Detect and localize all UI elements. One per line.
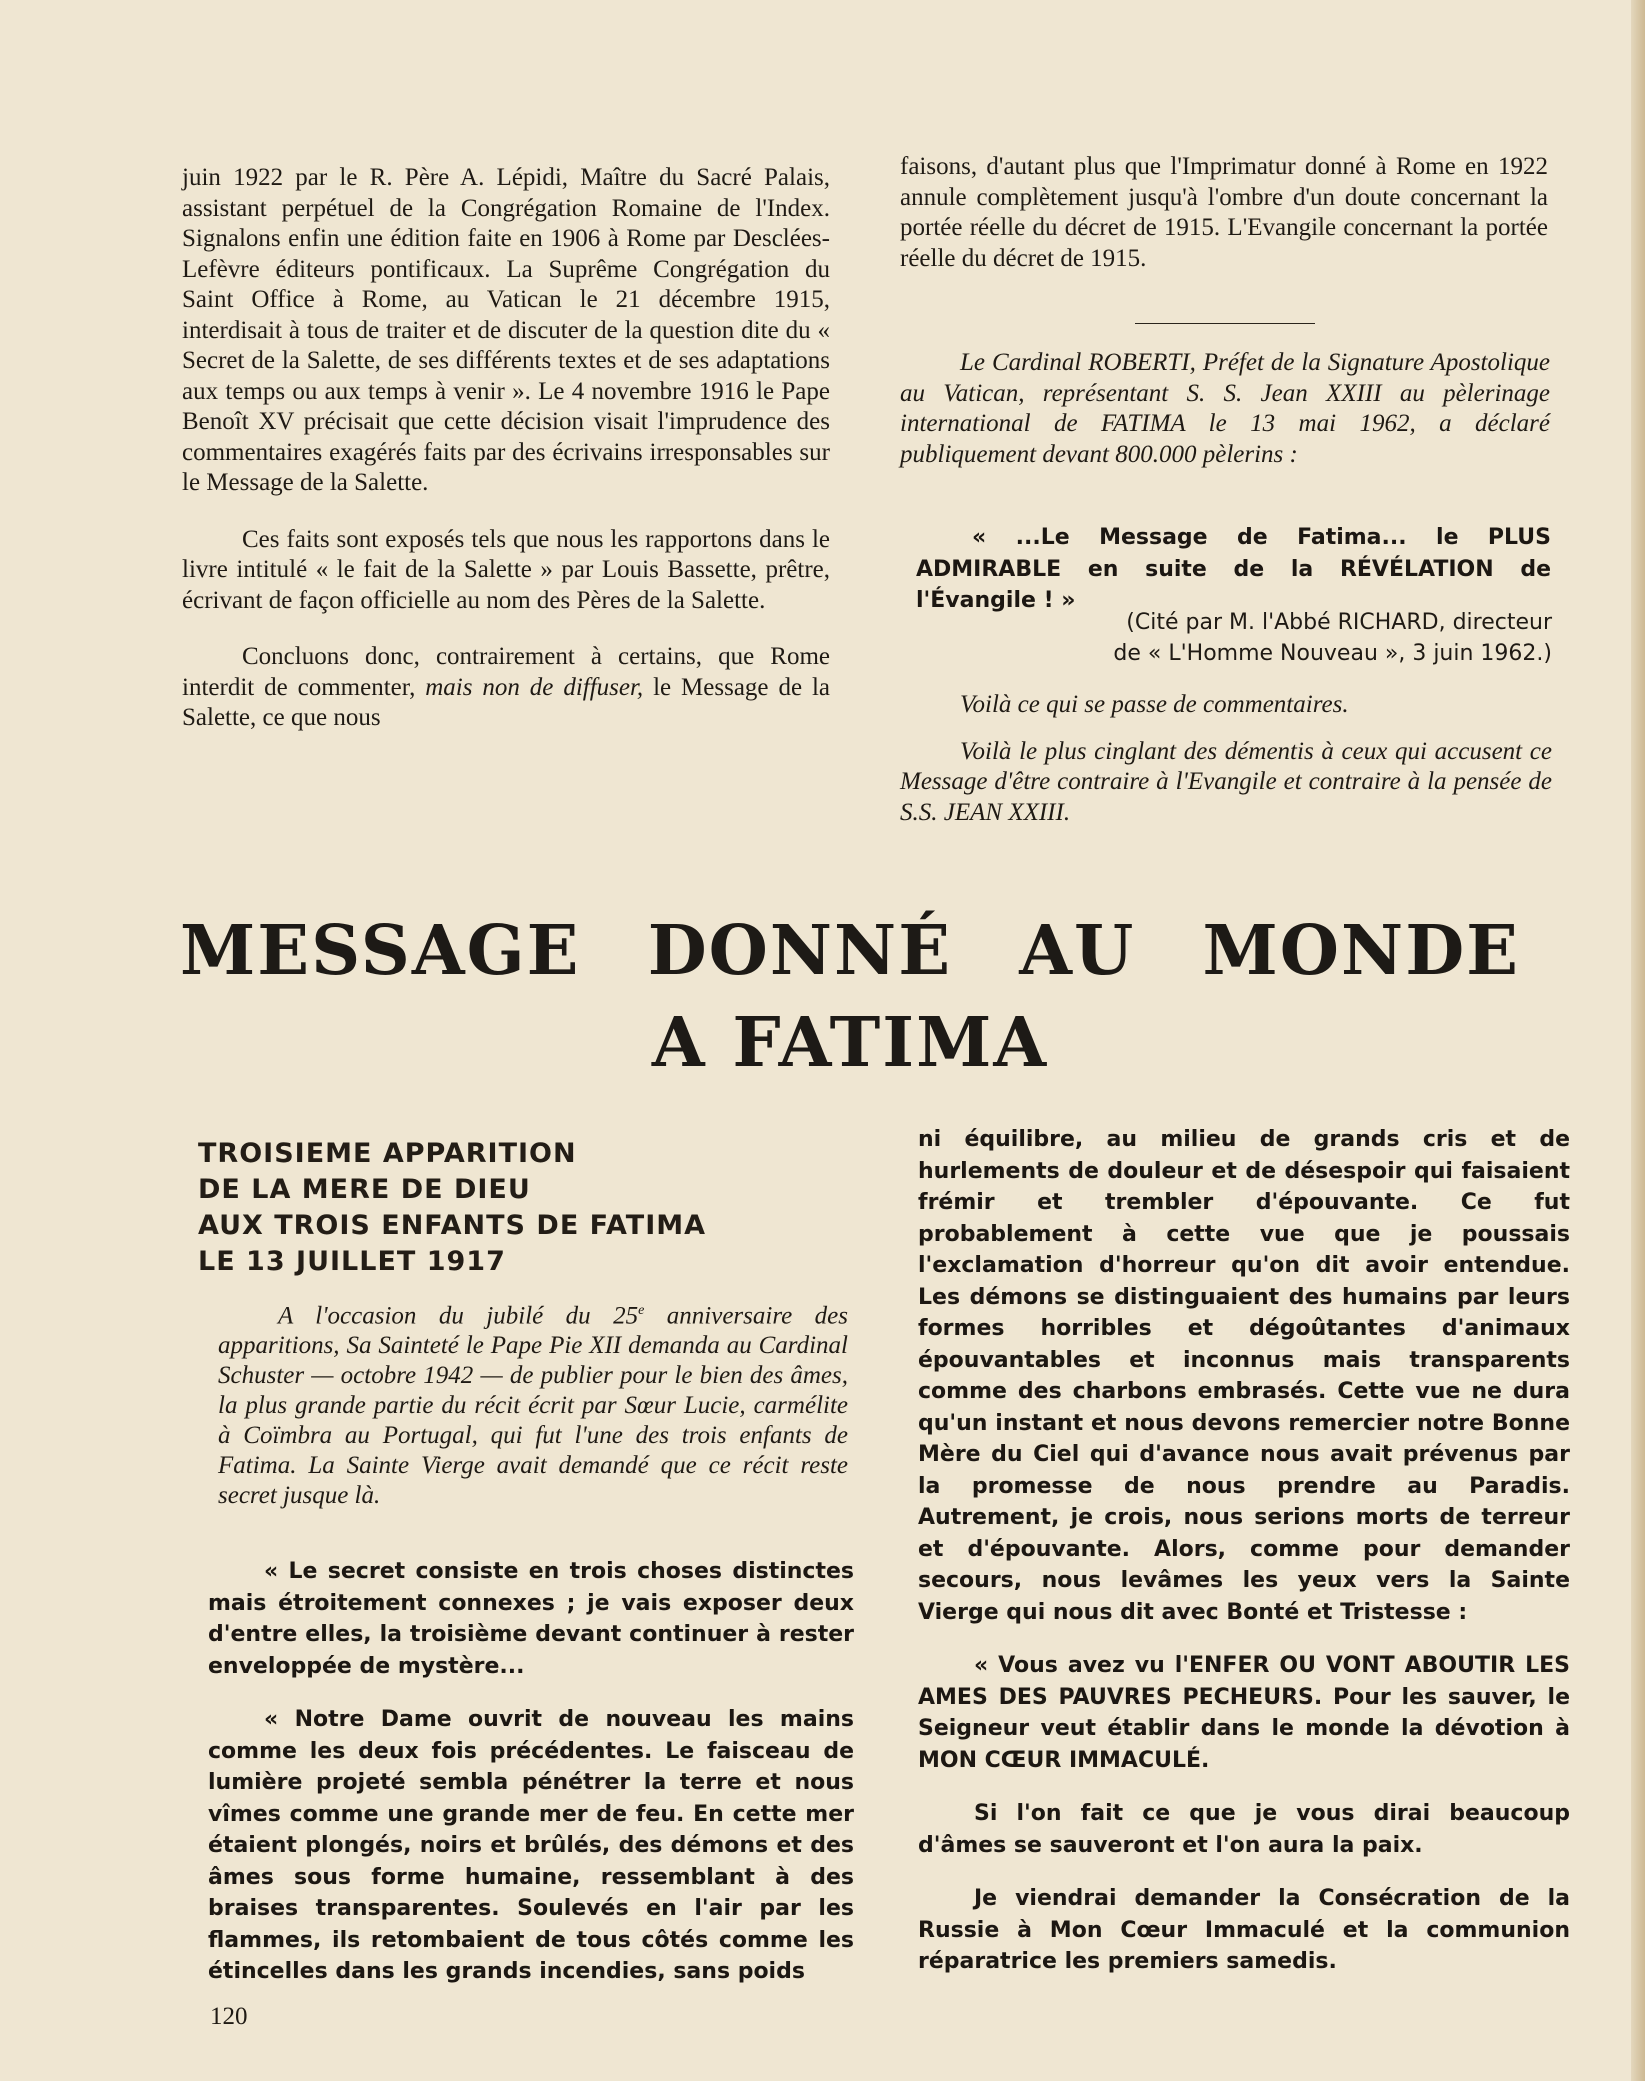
title-line: A FATIMA (651, 1003, 1049, 1083)
paragraph: « Vous avez vu l'ENFER OU VONT ABOUTIR LES AMES DES PAUVRES PECHEURS. Pour les sauver, le Seigneur veut établir dans le monde la dévotion à MON CŒUR IMMACULÉ. (918, 1653, 1570, 1773)
page-number: 120 (210, 2003, 248, 2030)
page-edge (1631, 0, 1645, 2081)
paragraph: Voilà le plus cinglant des démentis à ceux qui accusent ce Message d'être contraire à l'Evangile et contraire à la pensée de S.S. JEAN XXIII. (900, 737, 1552, 826)
bottom-left-column (208, 1556, 854, 1988)
top-left-column (182, 163, 830, 734)
intro-paragraph (218, 1296, 848, 1511)
paragraph: « Le secret consiste en trois choses distinctes mais étroitement connexes ; je vais exposer deux d'entre elles, la troisième devant continuer à rester enveloppée de mystère... (208, 1559, 854, 1679)
title-line: MESSAGE DONNÉ AU MONDE (180, 911, 1520, 991)
paragraph: Ces faits sont exposés tels que nous les rapportons dans le livre intitulé « le fait de la Salette » par Louis Bassette, prêtre, écrivant de façon officielle au nom des Pères de la Salette. (182, 525, 830, 614)
page-title (180, 905, 1520, 1089)
paragraph: Le Cardinal ROBERTI, Préfet de la Signature Apostolique au Vatican, représentant S. S. Jean XXIII au pèlerinage international de FATIMA le 13 mai 1962, a déclaré publiquement devant 800.000 pèlerins : (900, 349, 1550, 468)
paragraph: juin 1922 par le R. Père A. Lépidi, Maître du Sacré Palais, assistant perpétuel de la Congrégation Romaine de l'Index. Signalons enfin une édition faite en 1906 à Rome par Desclées-Lefèvre éditeurs pontificaux. La Suprême Congrégation du Saint Office à Rome, au Vatican le 21 décembre 1915, interdisait à tous de traiter et de discuter de la question dite du « Secret de la Salette, de ses différents textes et de ses adaptations aux temps ou aux temps à venir ». Le 4 novembre 1916 le Pape Benoît XV précisait que cette décision visait l'imprudence des commentaires exagérés faits par des écrivains irresponsables sur le Message de la Salette. (182, 164, 830, 496)
bottom-right-column (918, 1124, 1570, 1978)
paragraph: Si l'on fait ce que je vous dirai beaucoup d'âmes se sauveront et l'on aura la paix. (918, 1801, 1570, 1858)
heading-line: LE 13 JUILLET 1917 (198, 1246, 506, 1277)
top-right-column (900, 152, 1548, 274)
quote-block (916, 522, 1551, 617)
paragraph: « Notre Dame ouvrit de nouveau les mains comme les deux fois précédentes. Le faisceau de lumière projeté sembla pénétrer la terre et nous vîmes comme une grande mer de feu. En cette mer étaient plongés, noirs et brûlés, des démons et des âmes sous forme humaine, ressemblant à des braises transparentes. Soulevés en l'air par les flammes, ils retombaient de tous côtés comme les étincelles dans les grands incendies, sans poids (208, 1707, 854, 1984)
heading-line: TROISIEME APPARITION (198, 1138, 577, 1169)
heading-line: AUX TROIS ENFANTS DE FATIMA (198, 1210, 707, 1241)
citation-line: de « L'Homme Nouveau », 3 juin 1962.) (1113, 641, 1552, 666)
separator-rule (1135, 323, 1315, 324)
paragraph: Concluons donc, contrairement à certains, que Rome interdit de commenter, mais non de diffuser, le Message de la Salette, ce que nous (182, 643, 830, 731)
heading-line: DE LA MERE DE DIEU (198, 1174, 531, 1205)
paragraph: Je viendrai demander la Consécration de la Russie à Mon Cœur Immaculé et la communion réparatrice les premiers samedis. (918, 1886, 1570, 1974)
quote: « ...Le Message de Fatima... le PLUS ADMIRABLE en suite de la RÉVÉLATION de l'Évangile ! » (916, 525, 1551, 613)
citation-line: (Cité par M. l'Abbé RICHARD, directeur (1126, 610, 1552, 635)
paragraph: Voilà ce qui se passe de commentaires. (960, 691, 1349, 718)
paragraph: ni équilibre, au milieu de grands cris et de hurlements de douleur et de désespoir qui faisaient frémir et trembler d'épouvante. Ce fut probablement à cette vue que je poussais l'exclamation d'horreur qu'on dit avoir entendue. Les démons se distinguaient des humains par leurs formes horribles et dégoûtantes d'animaux épouvantables et inconnus mais transparents comme des charbons embrasés. Cette vue ne dura qu'un instant et nous devons remercier notre Bonne Mère du Ciel qui d'avance nous avait prévenus par la promesse de nous prendre au Paradis. Autrement, je crois, nous serions morts de terreur et d'épouvante. Alors, comme pour demander secours, nous levâmes les yeux vers la Sainte Vierge qui nous dit avec Bonté et Tristesse : (918, 1127, 1570, 1625)
paragraph: faisons, d'autant plus que l'Imprimatur donné à Rome en 1922 annule complètement jusqu'à l'ombre d'un doute concernant la portée réelle du décret de 1915. L'Evangile concernant la portée réelle du décret de 1915. (900, 153, 1548, 272)
citation (900, 607, 1552, 669)
closing-paragraphs (900, 690, 1552, 828)
section-heading (198, 1136, 838, 1280)
paragraph: A l'occasion du jubilé du 25e anniversaire des apparitions, Sa Sainteté le Pape Pie XII demanda au Cardinal Schuster — octobre 1942 — de publier pour le bien des âmes, la plus grande partie du récit écrit par Sœur Lucie, carmélite à Coïmbra au Portugal, qui fut l'une des trois enfants de Fatima. La Sainte Vierge avait demandé que ce récit reste secret jusque là. (218, 1302, 848, 1510)
cardinal-paragraph (900, 348, 1550, 470)
